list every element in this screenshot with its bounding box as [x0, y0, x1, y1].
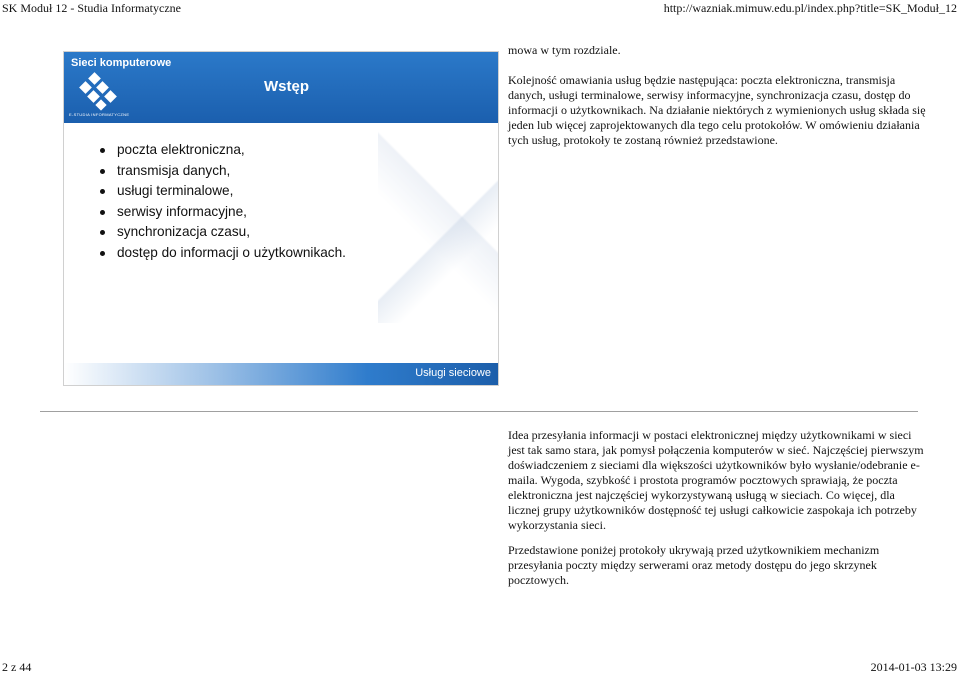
slide-bullet: usługi terminalowe, [100, 181, 346, 202]
slide-bullet: poczta elektroniczna, [100, 140, 346, 161]
slide-decoration [378, 123, 498, 323]
slide-footer-bar [64, 363, 498, 385]
slide-bullet: dostęp do informacji o użytkownikach. [100, 243, 346, 264]
page-counter: 2 z 44 [2, 660, 32, 674]
slide-bullet: transmisja danych, [100, 161, 346, 182]
print-datetime: 2014-01-03 13:29 [870, 660, 957, 674]
slide-bullet: serwisy informacyjne, [100, 202, 346, 223]
page-header-title: SK Moduł 12 - Studia Informatyczne [2, 1, 181, 15]
paragraph-email-idea: Idea przesyłania informacji w postaci elektronicznej między użytkownikami w sieci jest tak samo stara, jak pomysł połączenia komputerów w sieć. Najczęściej pierwszym doświadczeniem z sieciami dla większości użytkowników było wysłanie/odebranie e-maila. Wygoda, szybkość i prostota programów pocztowych sprawiają, że poczta elektroniczna jest najczęściej wykorzystywaną usługą w sieciach. Co więcej, dla licznej grupy użytkowników dostępność tej usługi całkowicie zaspokaja ich potrzeby wykorzystania sieci. [508, 428, 924, 532]
paragraph-lead: mowa w tym rozdziale. [508, 43, 621, 57]
slide-bullet: synchronizacja czasu, [100, 222, 346, 243]
slide-logo-caption: E-STUDIA INFORMATYCZNE [69, 112, 130, 117]
section-divider [40, 411, 918, 412]
slide-title: Wstęp [264, 78, 309, 95]
slide-bullet-list [100, 140, 346, 264]
paragraph-protocols: Przedstawione poniżej protokoły ukrywają przed użytkownikiem mechanizm przesyłania poczty między serwerami oraz metody dostępu do jego skrzynek pocztowych. [508, 543, 880, 587]
lecture-slide [63, 51, 499, 386]
e-studia-logo-icon [76, 72, 120, 112]
slide-footer-label: Usługi sieciowe [415, 367, 491, 379]
slide-course-name: Sieci komputerowe [71, 57, 172, 69]
page-header-url[interactable]: http://wazniak.mimuw.edu.pl/index.php?title=SK_Moduł_12 [663, 1, 957, 15]
paragraph-intro: Kolejność omawiania usług będzie następująca: poczta elektroniczna, transmisja danych, usługi terminalowe, serwisy informacyjne, synchronizacja czasu, dostęp do informacji o użytkownikach. Na działanie niektórych z wymienionych usług składa się jeden lub więcej zaprojektowanych dla tego celu protokołów. W omówieniu działania tych usług, protokoły te zostaną również przedstawione. [508, 73, 926, 147]
